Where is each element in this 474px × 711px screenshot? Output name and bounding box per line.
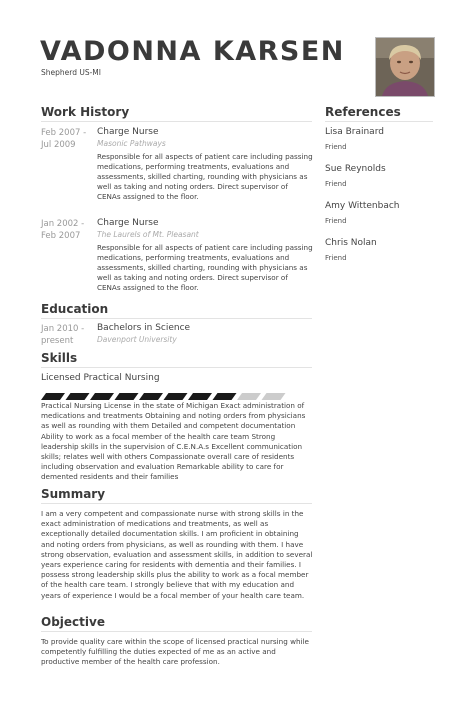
- reference-name: Amy Wittenbach: [325, 201, 400, 211]
- job-title: Charge Nurse: [97, 127, 159, 137]
- job-date-from: Feb 2007 -: [41, 128, 87, 138]
- objective-heading: Objective: [41, 615, 105, 629]
- skill-segment-filled: [41, 393, 65, 400]
- reference-name: Sue Reynolds: [325, 164, 386, 174]
- profile-photo: [375, 37, 435, 97]
- work-history-divider: [41, 121, 312, 122]
- education-heading: Education: [41, 302, 109, 316]
- education-divider: [41, 318, 312, 319]
- skill-segment-filled: [188, 393, 212, 400]
- skill-segment-empty: [262, 393, 286, 400]
- skills-heading: Skills: [41, 351, 78, 365]
- objective-divider: [41, 631, 312, 632]
- summary-divider: [41, 503, 312, 504]
- job-title: Charge Nurse: [97, 218, 159, 228]
- objective-text: To provide quality care within the scope of licensed practical nursing while competently fulfilling the duties expected of me as an active and productive member of the health care profession.: [41, 637, 309, 667]
- skill-segment-filled: [213, 393, 237, 400]
- candidate-location: Shepherd US-MI: [41, 68, 101, 77]
- skill-segment-filled: [139, 393, 163, 400]
- skill-segment-filled: [90, 393, 114, 400]
- work-history-heading: Work History: [41, 105, 130, 119]
- summary-heading: Summary: [41, 487, 106, 501]
- references-divider: [325, 121, 433, 122]
- job-date-from: Jan 2002 -: [41, 219, 85, 229]
- candidate-name: VADONNA KARSEN: [40, 36, 345, 67]
- skills-divider: [41, 367, 312, 368]
- reference-relation: Friend: [325, 254, 347, 262]
- skill-segment-filled: [115, 393, 139, 400]
- summary-text: I am a very competent and compassionate nurse with strong skills in the exact administration of medications and treatments, as well as exceptionally detailed documentation skills. I am proficient in obtaining and noting orders from physicians, as well as rounding with them. I have strong observation, evaluation and assessment skills, in addition to several years experience caring for residents with dementia and their families. I possess strong leadership skills plus the ability to work as a focal member of the health care team. I strongly believe that with my education and years of experience I would be a focal member of your health care team.: [41, 509, 313, 600]
- reference-name: Lisa Brainard: [325, 127, 384, 137]
- skill-segment-filled: [66, 393, 90, 400]
- job-description: Responsible for all aspects of patient care including passing medications, performing treatments, evaluations and assessments, skilled charting, rounding with physicians as well as taking and noting orders. Direct supervisor of CENAs assigned to the floor.: [97, 152, 313, 201]
- references-heading: References: [325, 105, 401, 119]
- skill-level-bar: [41, 386, 286, 394]
- job-company: Masonic Pathways: [97, 139, 166, 148]
- skill-name: Licensed Practical Nursing: [41, 373, 160, 383]
- reference-relation: Friend: [325, 217, 347, 225]
- skill-segment-filled: [164, 393, 188, 400]
- job-description: Responsible for all aspects of patient care including passing medications, performing treatments, evaluations and assessments, skilled charting, rounding with physicians as well as taking and noting orders. Direct supervisor of CENAs assigned to the floor.: [97, 243, 313, 292]
- education-date-to: present: [41, 336, 74, 346]
- reference-name: Chris Nolan: [325, 238, 377, 248]
- skill-segment-empty: [237, 393, 261, 400]
- education-school: Davenport University: [97, 335, 177, 344]
- job-date-to: Jul 2009: [41, 140, 76, 150]
- skill-description: Practical Nursing License in the state of Michigan Exact administration of medications and treatments Obtaining and noting orders from physicians as well as rounding with them Detailed and competent documentation Ability to work as a focal member of the health care team Strong leadership skills in the supervision of C.E.N.A.s Excellent communication skills; relates well with others Compassionate overall care of residents including observation and evaluation Remarkable ability to care for demented residents and their families: [41, 401, 306, 482]
- reference-relation: Friend: [325, 180, 347, 188]
- education-degree: Bachelors in Science: [97, 323, 191, 333]
- job-date-to: Feb 2007: [41, 231, 81, 241]
- reference-relation: Friend: [325, 143, 347, 151]
- job-company: The Laurels of Mt. Pleasant: [97, 230, 199, 239]
- education-date-from: Jan 2010 -: [41, 324, 85, 334]
